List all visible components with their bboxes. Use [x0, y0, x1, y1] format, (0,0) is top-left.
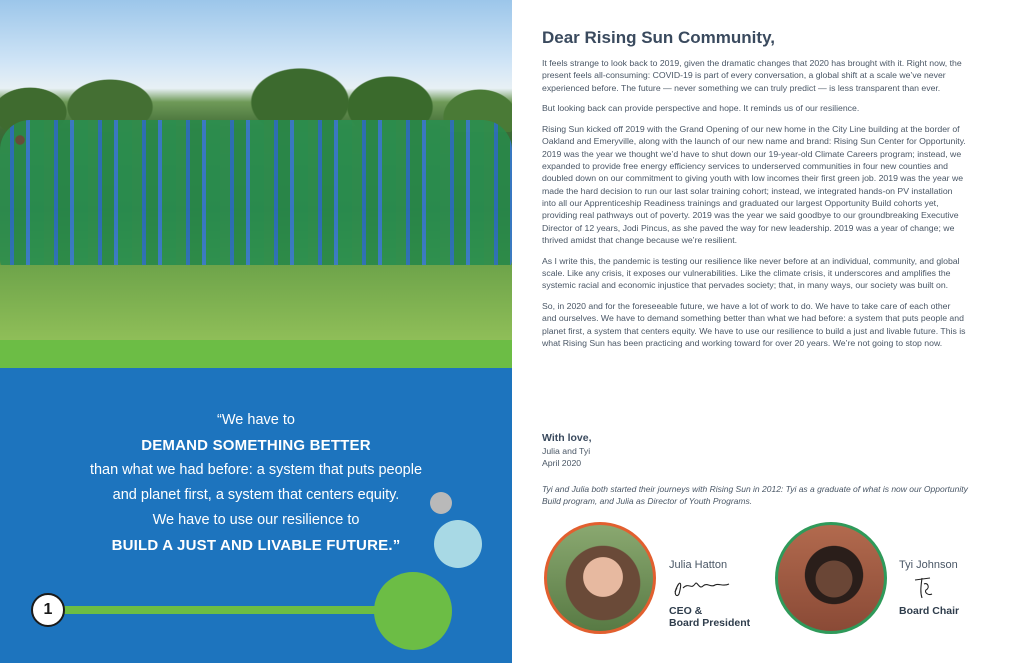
paragraph-5: So, in 2020 and for the foreseeable future, we have a lot of work to do. We have to take care of each other and ourselves. We have to demand something better than what we had before: a system that puts people and planet first, a system that centers equity. We have to use our resilience to build a just and livable future. This is what Rising Sun has been practicing and working toward for over 20 years. We’re not going to stop now. — [542, 301, 966, 348]
quote-line-6: BUILD A JUST AND LIVABLE FUTURE.” — [111, 537, 401, 554]
tyi-signature — [912, 574, 936, 600]
right-panel — [512, 0, 1024, 663]
julia-portrait — [544, 522, 656, 634]
tyi-title: Board Chair — [899, 605, 960, 617]
tyi-portrait — [775, 522, 887, 634]
light-blue-dot — [434, 520, 482, 568]
quote-line-5: We have to use our resilience to — [152, 512, 360, 528]
group-photo — [0, 0, 512, 340]
page-number: 1 — [31, 593, 65, 627]
tyi-name: Tyi Johnson — [899, 559, 958, 571]
page-number-line — [64, 606, 394, 614]
closing: With love, — [542, 432, 592, 444]
green-dot — [374, 572, 452, 650]
journey-note: Tyi and Julia both started their journeys with Rising Sun in 2012: Tyi as a graduate of what is now our Opportunity Build program, and Julia as Director of Youth Programs. — [542, 484, 968, 506]
quote-line-1: “We have to — [217, 412, 295, 428]
grey-dot — [430, 492, 452, 514]
letter-heading: Dear Rising Sun Community, — [542, 28, 775, 47]
paragraph-4: As I write this, the pandemic is testing our resilience like never before at an individual, community, and global scale. Like any crisis, it exposes our vulnerabilities. Like the climate crisis, it underscores and amplifies the systemic racial and economic injustice that pervades society; that, in many ways, our society was built on. — [542, 255, 960, 291]
julia-title-1: CEO & — [669, 605, 703, 617]
julia-signature — [669, 576, 731, 598]
quote-line-4: and planet first, a system that centers equity. — [112, 487, 400, 503]
signature-block — [542, 432, 592, 469]
quote-line-3: than what we had before: a system that puts people — [89, 462, 423, 478]
photo-grass — [0, 265, 512, 340]
letter-date: April 2020 — [542, 458, 582, 468]
paragraph-2: But looking back can provide perspective and hope. It reminds us of our resilience. — [542, 103, 860, 114]
quote-line-2: DEMAND SOMETHING BETTER — [141, 437, 371, 454]
julia-title-2: Board President — [669, 617, 751, 629]
paragraph-1: It feels strange to look back to 2019, given the dramatic changes that 2020 has brought with it. Right now, the present feels all-consuming: COVID-19 is part of every conversation, a global shift at a scale we’ve never experienced before. The future — never something we can truly predict — is less transparent than ever. — [542, 58, 962, 93]
photo-crowd — [0, 120, 512, 270]
signers: Julia and Tyi — [542, 446, 591, 456]
letter-body — [542, 57, 967, 358]
green-band — [0, 340, 512, 368]
paragraph-3: Rising Sun kicked off 2019 with the Grand Opening of our new home in the City Line building at the border of Oakland and Emeryville, along with the launch of our new name and brand: Rising Sun Center for Opportunity. 2019 was the year we thought we’d have to shut down our 19-year-old Climate Careers program; instead, we expanded to provide free energy efficiency services to underserved communities in four new counties and doubled down on our commitment to giving youth with low incomes their first green job. 2019 was the year we made the hard decision to run our last solar training cohort; instead, we integrated hands-on PV installation into all our Apprenticeship Readiness trainings and graduated our largest Opportunity Build cohorts yet, providing real pathways out of poverty. 2019 was the year we said goodbye to our groundbreaking Executive Director of 12 years, Jodi Pincus, as she paved the way for new leadership. 2019 was a year of change; we thrived amidst that change because we’re resilient. — [542, 124, 966, 245]
julia-name: Julia Hatton — [669, 559, 728, 571]
